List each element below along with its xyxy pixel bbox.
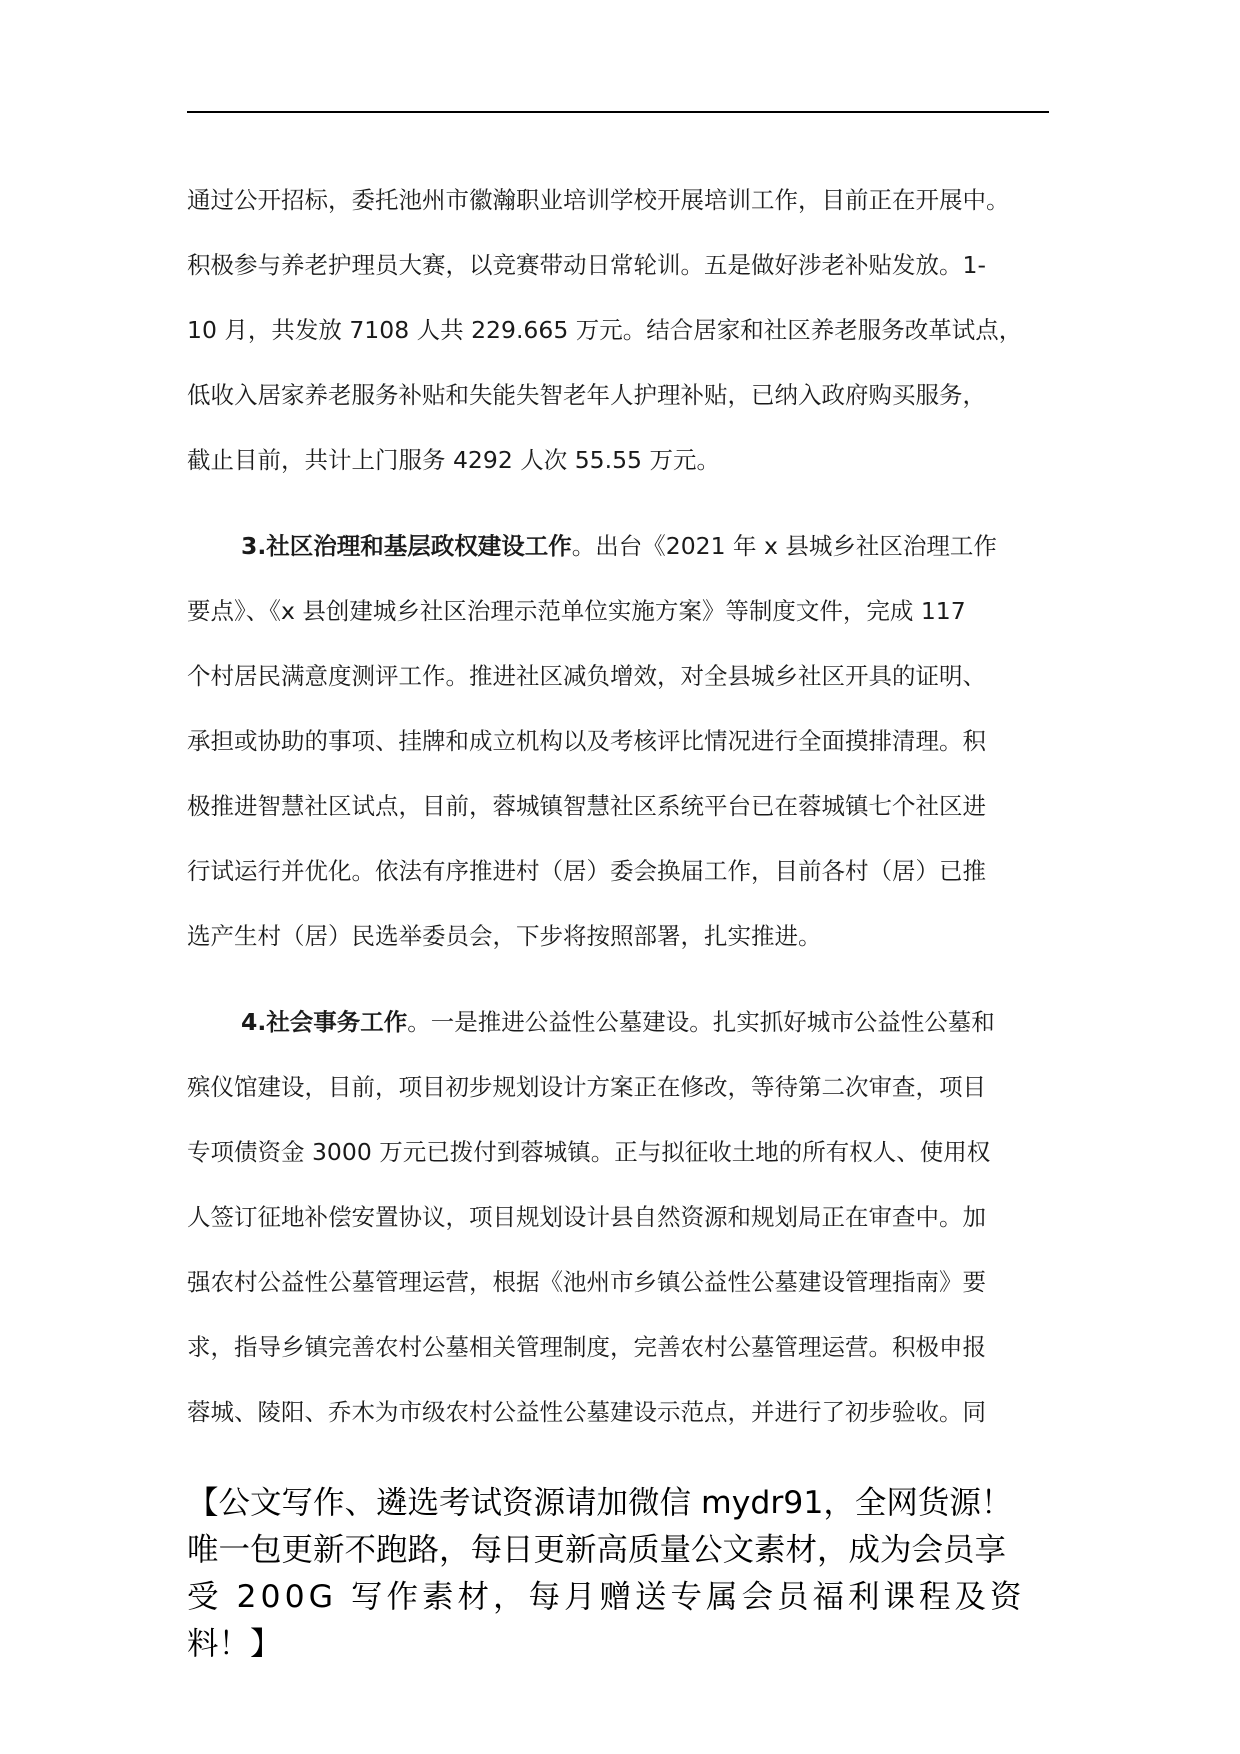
paragraph-first-line: [187, 514, 1067, 579]
paragraph-line: 个村居民满意度测评工作。推进社区减负增效，对全县城乡社区开具的证明、: [187, 662, 986, 690]
notice-line: 受 200G 写作素材，每月赠送专属会员福利课程及资: [187, 1579, 1026, 1615]
paragraph-line: 强农村公益性公墓管理运营，根据《池州市乡镇公益性公墓建设管理指南》要: [187, 1268, 986, 1296]
paragraph-3: [187, 990, 1067, 1445]
paragraph-line: 极推进智慧社区试点，目前，蓉城镇智慧社区系统平台已在蓉城镇七个社区进: [187, 792, 986, 820]
paragraph-gap: [187, 969, 1067, 990]
paragraph-first-line: [187, 990, 1067, 1055]
document-body: [187, 168, 1067, 1445]
header-rule: [187, 111, 1049, 113]
promo-notice: [187, 1480, 1087, 1668]
paragraph-line: 人签订征地补偿安置协议，项目规划设计县自然资源和规划局正在审查中。加: [187, 1203, 986, 1231]
paragraph-gap: [187, 493, 1067, 514]
paragraph-line: 专项债资金 3000 万元已拨付到蓉城镇。正与拟征收土地的所有权人、使用权: [187, 1138, 991, 1166]
paragraph-line: 截止目前，共计上门服务 4292 人次 55.55 万元。: [187, 446, 720, 474]
paragraph-text: 。出台《2021 年 x 县城乡社区治理工作: [571, 532, 997, 560]
paragraph-text: 。一是推进公益性公墓建设。扎实抓好城市公益性公墓和: [407, 1008, 995, 1036]
paragraph-1: [187, 168, 1067, 493]
notice-line: 料！】: [187, 1626, 282, 1662]
section-heading-community-governance: 3.社区治理和基层政权建设工作: [241, 532, 572, 560]
paragraph-line: 蓉城、陵阳、乔木为市级农村公益性公墓建设示范点，并进行了初步验收。同: [187, 1398, 986, 1426]
notice-line: 唯一包更新不跑路，每日更新高质量公文素材，成为会员享: [187, 1532, 1007, 1568]
paragraph-line: 行试运行并优化。依法有序推进村（居）委会换届工作，目前各村（居）已推: [187, 857, 986, 885]
paragraph-line: 低收入居家养老服务补贴和失能失智老年人护理补贴，已纳入政府购买服务，: [187, 381, 986, 409]
paragraph-line: 承担或协助的事项、挂牌和成立机构以及考核评比情况进行全面摸排清理。积: [187, 727, 986, 755]
paragraph-2: [187, 514, 1067, 969]
paragraph-line: 通过公开招标，委托池州市徽瀚职业培训学校开展培训工作，目前正在开展中。: [187, 186, 1010, 214]
paragraph-line: 要点》、《x 县创建城乡社区治理示范单位实施方案》等制度文件，完成 117: [187, 597, 966, 625]
paragraph-line: 10 月，共发放 7108 人共 229.665 万元。结合居家和社区养老服务改革试点，: [187, 316, 1023, 344]
notice-line: 【公文写作、遴选考试资源请加微信 mydr91，全网货源！: [187, 1485, 1013, 1521]
section-heading-social-affairs: 4.社会事务工作: [241, 1008, 408, 1036]
paragraph-line: 求，指导乡镇完善农村公墓相关管理制度，完善农村公墓管理运营。积极申报: [187, 1333, 986, 1361]
paragraph-line: 殡仪馆建设，目前，项目初步规划设计方案正在修改，等待第二次审查，项目: [187, 1073, 986, 1101]
paragraph-line: 积极参与养老护理员大赛，以竞赛带动日常轮训。五是做好涉老补贴发放。1-: [187, 251, 986, 279]
paragraph-line: 选产生村（居）民选举委员会，下步将按照部署，扎实推进。: [187, 922, 822, 950]
